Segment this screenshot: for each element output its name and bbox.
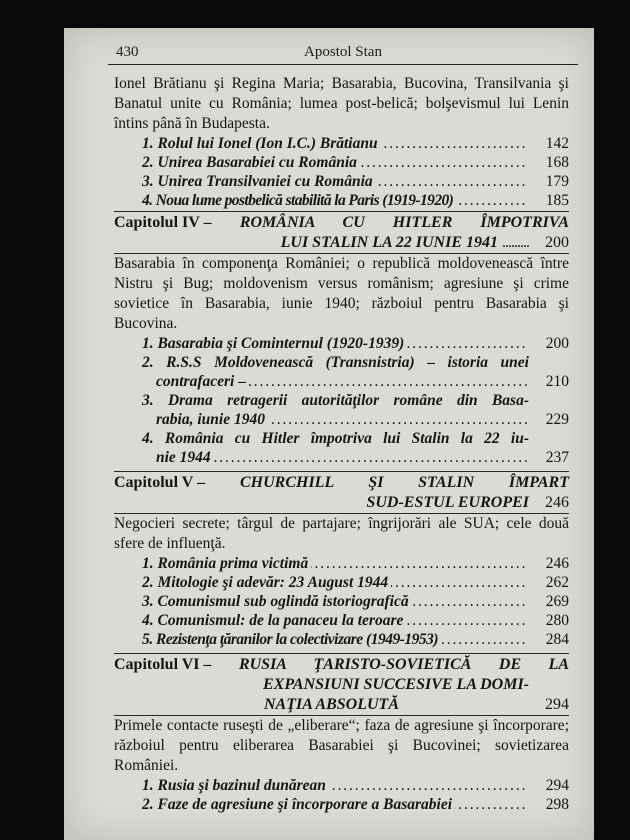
toc-entry-page: 179	[545, 173, 569, 190]
toc-entry	[114, 554, 569, 573]
running-head: Apostol Stan	[304, 44, 382, 60]
toc-entry	[114, 592, 569, 611]
toc-entry-title: 4. Noua lume postbelică stabilită la Paris (1919-1920)	[142, 192, 456, 209]
chapter-title-line: – ROMÂNIA CU HITLER ÎMPOTRIVA	[203, 214, 569, 231]
toc-entry-page: 294	[545, 777, 569, 794]
toc-entry-page: 185	[545, 192, 569, 209]
toc-entry-title: 4. România cu Hitler împotriva lui Stalin la 22 iu-	[142, 430, 529, 447]
toc-entry	[114, 172, 569, 191]
toc-entry	[114, 630, 569, 649]
toc-entry-title: 1. România prima victimă	[142, 555, 311, 572]
toc-entry-page: 269	[545, 593, 569, 610]
toc-entry-title: 2. Faze de agresiune şi încorporare a Basarabiei	[142, 796, 455, 813]
toc-entry-title-cont: contrafaceri –	[156, 373, 249, 390]
chapter-title-line: EXPANSIUNI SUCCESIVE LA DOMI-	[262, 676, 529, 693]
chapter-title-line: SUD-ESTUL EUROPEI	[366, 494, 529, 511]
toc-entry-title: 2. R.S.S Moldovenească (Transnistria) – istoria unei	[142, 354, 529, 371]
toc-entry-page: 200	[545, 335, 569, 352]
toc-entry-page: 284	[545, 631, 569, 648]
chapter-heading	[114, 211, 569, 254]
toc-entry-title: 3. Drama retragerii autorităţilor române din Basa-	[142, 392, 529, 409]
toc-entry-page: 229	[545, 411, 569, 428]
toc-entry-page: 237	[545, 449, 569, 466]
toc-entry-title: 2. Unirea Basarabiei cu România	[142, 154, 360, 171]
chapter-heading	[114, 471, 569, 514]
toc-entry-page: 168	[545, 154, 569, 171]
toc-entry	[114, 573, 569, 592]
chapter-label: Capitolul V	[114, 474, 194, 491]
book-page	[64, 28, 594, 840]
chapter-page: 246	[545, 494, 569, 511]
toc-entry-page: 210	[545, 373, 569, 390]
toc-entry-title: 3. Unirea Transilvaniei cu România	[142, 173, 376, 190]
chapter-summary: Primele contacte ruseşti de „eliberare“; faza de agresiune şi încorporare; războiul pentru eliberarea Basarabiei şi Bucovinei; sovietizarea României.	[114, 717, 569, 774]
toc-entry	[114, 153, 569, 172]
chapter-title-line: – RUSIA ŢARISTO-SOVIETICĂ DE LA	[203, 656, 569, 673]
toc-entry-title: 4. Comunismul: de la panaceu la teroare	[142, 612, 406, 629]
toc-entry-title: 1. Rusia şi bazinul dunărean	[142, 777, 329, 794]
toc-entry	[114, 353, 569, 391]
toc-entry-title-cont: nie 1944	[156, 449, 214, 466]
toc-entry	[114, 391, 569, 429]
chapter-label: Capitolul IV	[114, 214, 200, 231]
toc-entry	[114, 334, 569, 353]
toc-entry	[114, 795, 569, 814]
toc-entry-title: 1. Basarabia şi Cominternul (1920-1939)	[142, 335, 407, 352]
chapter-summary: Basarabia în componenţa României; o republică moldovenească între Nistru şi Bug; moldovenism versus românism; agresiune şi crime sovietice în Basarabia, iunie 1940; războiul pentru Basarabia şi Bucovina.	[114, 255, 569, 332]
toc-entry-title: 3. Comunismul sub oglindă istoriografică	[142, 593, 412, 610]
toc-entry-page: 142	[545, 135, 569, 152]
toc-entry-title: 1. Rolul lui Ionel (Ion I.C.) Brătianu	[142, 135, 381, 152]
toc-entry-page: 246	[545, 555, 569, 572]
toc-entry	[114, 134, 569, 153]
chapter-summary: Negocieri secrete; târgul de partajare; îngrijorări ale SUA; cele două sfere de influenţă.	[114, 515, 569, 552]
page-number: 430	[116, 44, 139, 60]
toc-entry	[114, 611, 569, 630]
toc-entry	[114, 191, 569, 210]
chapter-label: Capitolul VI	[114, 656, 200, 673]
toc-entry-page: 280	[545, 612, 569, 629]
toc-entry-title-cont: rabia, iunie 1940	[156, 411, 268, 428]
chapter-title-line: LUI STALIN LA 22 IUNIE 1941	[280, 234, 498, 251]
leader-dots: .........	[502, 234, 529, 251]
toc-entry	[114, 776, 569, 795]
toc-entry-title: 5. Rezistenţa ţăranilor la colectivizare (1949-1953)	[142, 631, 441, 648]
toc-entry-page: 262	[545, 574, 569, 591]
chapter-page: 294	[545, 696, 569, 713]
chapter-page: 200	[545, 234, 569, 251]
chapter-title-line: – CHURCHILL ŞI STALIN ÎMPART	[197, 474, 569, 491]
toc-entry-page: 298	[545, 796, 569, 813]
intro-summary: Ionel Brătianu şi Regina Maria; Basarabia, Bucovina, Transilvania şi Banatul unite cu România; lumea post-belică; bolşevismul lui Lenin întins până în Budapesta.	[114, 75, 569, 132]
toc-entry	[114, 429, 569, 467]
page-header	[108, 44, 578, 65]
chapter-heading	[114, 653, 569, 716]
chapter-title-line: NAŢIA ABSOLUTĂ	[264, 696, 399, 713]
toc-entry-title: 2. Mitologie şi adevăr: 23 August 1944	[142, 574, 391, 591]
table-of-contents	[114, 74, 569, 814]
